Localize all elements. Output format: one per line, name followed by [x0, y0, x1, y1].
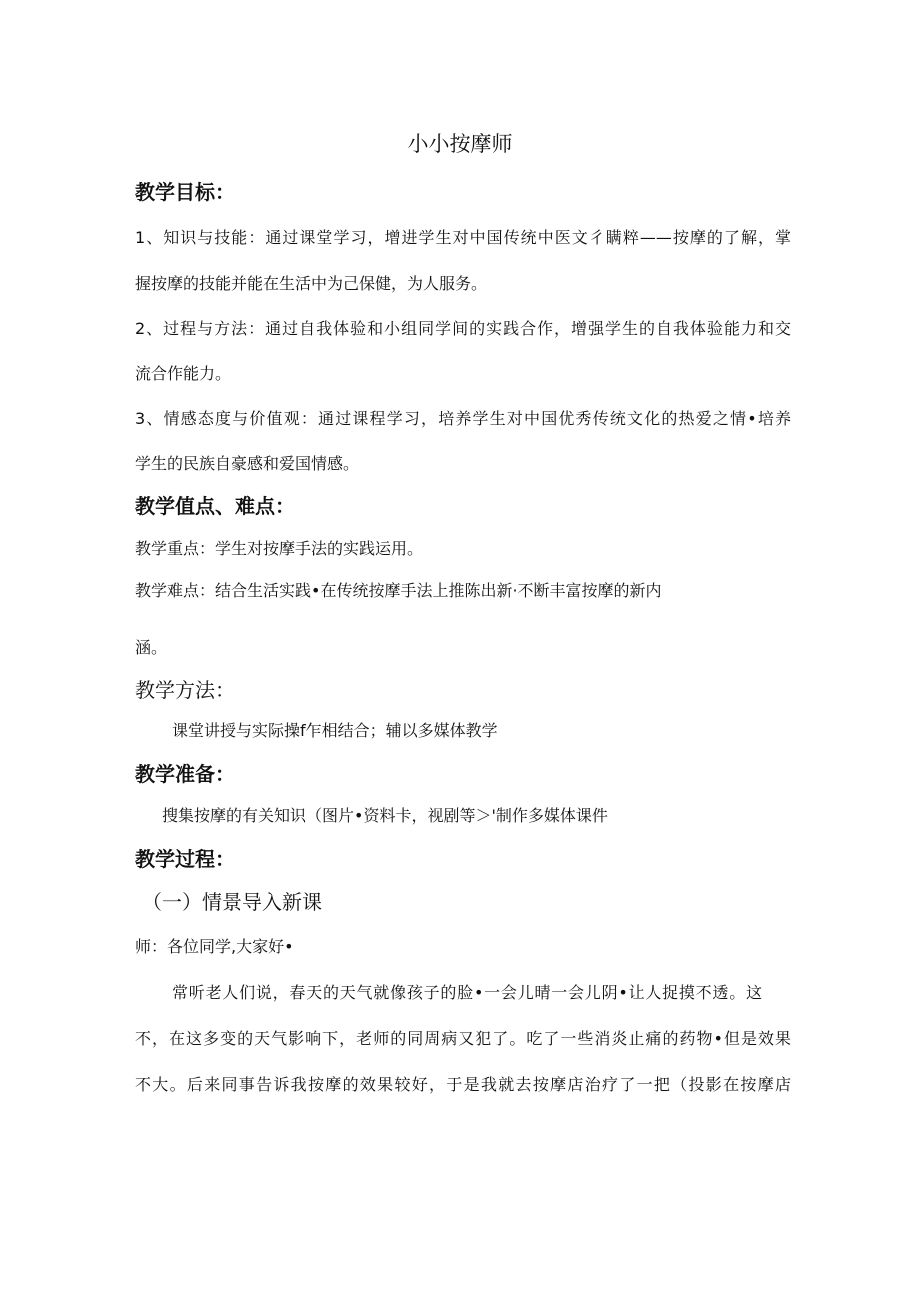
objective-1-line-1: 1、知识与技能：通过课堂学习，增进学生对中国传统中医文彳瞒粹——按摩的了解，掌	[135, 228, 791, 247]
story-line-3: 不大。后来同事告诉我按摩的效果较好，于是我就去按摩店治疗了一把（投影在按摩店	[135, 1075, 791, 1094]
objective-3-line-2: 学生的民族自豪感和爱国情感。	[135, 454, 360, 473]
objectives-heading: 教学目标：	[135, 180, 235, 204]
document-title: 小小按摩师	[407, 132, 513, 156]
teacher-greeting: 师：各位同学,大家好•	[135, 937, 294, 956]
keypoints-heading: 教学值点、难点：	[135, 494, 295, 518]
key-point-text: 教学重点：学生对按摩手法的实践运用。	[135, 539, 424, 558]
preparation-heading: 教学准备：	[135, 762, 235, 786]
process-heading: 教学过程：	[135, 847, 235, 871]
story-line-1: 常听老人们说，春天的天气就像孩子的脸•一会儿晴一会儿阴•让人捉摸不透。这	[172, 983, 762, 1002]
objective-3-line-1: 3、情感态度与价值观：通过课程学习，培养学生对中国优秀传统文化的热爱之情•培养	[135, 409, 791, 428]
objective-2-line-1: 2、过程与方法：通过自我体验和小组同学间的实践合作，增强学生的自我体验能力和交	[135, 319, 791, 338]
objective-1-line-2: 握按摩的技能并能在生活中为己保健，为人服务。	[135, 274, 488, 293]
section-1-heading: （一）情景导入新课	[142, 890, 322, 914]
difficulty-line-2: 涵。	[135, 638, 168, 657]
method-heading: 教学方法：	[135, 678, 235, 702]
objective-2-line-2: 流合作能力。	[135, 364, 232, 383]
method-text: 课堂讲授与实际操f乍相结合；辅以多媒体教学	[172, 721, 498, 740]
story-line-2: 不，在这多变的天气影响下，老师的同周病又犯了。吃了一些消炎止痛的药物•但是效果	[135, 1029, 791, 1048]
preparation-text: 搜集按摩的有关知识（图片•资料卡，视剧等＞'制作多媒体课件	[162, 806, 608, 825]
difficulty-line-1: 教学难点：结合生活实践•在传统按摩手法上推陈出新·不断丰富按摩的新内	[135, 581, 662, 600]
